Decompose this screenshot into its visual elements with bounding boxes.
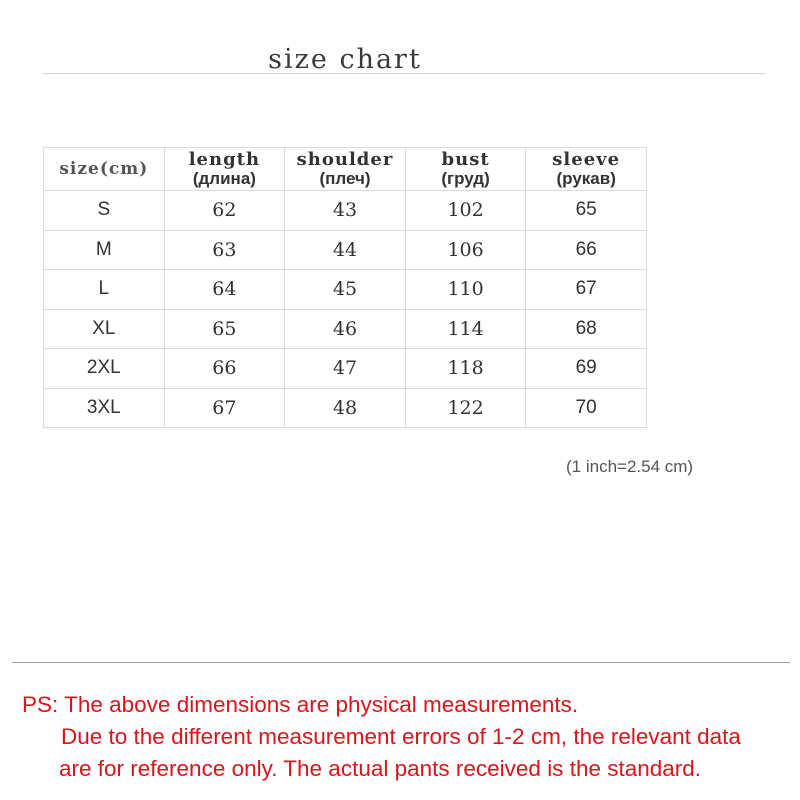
cell-size: L [44, 270, 165, 310]
page-title: size chart [268, 44, 422, 75]
table-row [44, 230, 647, 270]
cell-sleeve: 69 [526, 349, 647, 389]
header-length-label: length [188, 149, 261, 170]
cell-shoulder: 48 [285, 388, 406, 428]
table-row [44, 309, 647, 349]
header-bust-sub: (груд) [441, 169, 490, 188]
table-header [44, 148, 647, 191]
ps-line-3: are for reference only. The actual pants received is the standard. [59, 756, 702, 781]
title-divider [43, 73, 765, 74]
table-body [44, 191, 647, 428]
header-row [44, 148, 647, 191]
header-shoulder-sub: (плеч) [319, 169, 371, 188]
ps-line-1: PS: The above dimensions are physical measurements. [22, 692, 579, 717]
header-sleeve-sub: (рукав) [556, 169, 616, 188]
cell-size: 3XL [44, 388, 165, 428]
cell-length: 64 [164, 270, 285, 310]
header-bust-label: bust [441, 149, 490, 170]
cell-sleeve: 70 [526, 388, 647, 428]
cell-size: XL [44, 309, 165, 349]
header-sleeve-label: sleeve [552, 149, 621, 170]
cell-length: 65 [164, 309, 285, 349]
header-shoulder-label: shoulder [296, 149, 394, 170]
cell-length: 62 [164, 191, 285, 231]
cell-length: 67 [164, 388, 285, 428]
cell-shoulder: 45 [285, 270, 406, 310]
cell-size: S [44, 191, 165, 231]
header-size-label: size(cm) [59, 159, 149, 179]
header-size [44, 148, 165, 191]
table-row [44, 191, 647, 231]
table-row [44, 349, 647, 389]
cell-sleeve: 68 [526, 309, 647, 349]
cell-bust: 102 [405, 191, 526, 231]
cell-sleeve: 67 [526, 270, 647, 310]
table-row [44, 388, 647, 428]
cell-sleeve: 66 [526, 230, 647, 270]
ps-line-2: Due to the different measurement errors of 1-2 cm, the relevant data [61, 724, 741, 749]
cell-sleeve: 65 [526, 191, 647, 231]
cell-bust: 110 [405, 270, 526, 310]
cell-size: 2XL [44, 349, 165, 389]
header-length [164, 148, 285, 191]
cell-bust: 114 [405, 309, 526, 349]
cell-shoulder: 44 [285, 230, 406, 270]
cell-size: M [44, 230, 165, 270]
cell-shoulder: 43 [285, 191, 406, 231]
cell-bust: 122 [405, 388, 526, 428]
size-chart-table [43, 147, 647, 428]
table-row [44, 270, 647, 310]
cell-bust: 118 [405, 349, 526, 389]
ps-notice [22, 689, 792, 785]
cell-length: 66 [164, 349, 285, 389]
cell-bust: 106 [405, 230, 526, 270]
section-divider [12, 662, 790, 663]
header-bust [405, 148, 526, 191]
cell-length: 63 [164, 230, 285, 270]
cell-shoulder: 47 [285, 349, 406, 389]
header-length-sub: (длина) [192, 169, 256, 188]
cell-shoulder: 46 [285, 309, 406, 349]
unit-conversion-note: (1 inch=2.54 cm) [566, 457, 694, 476]
header-sleeve [526, 148, 647, 191]
header-shoulder [285, 148, 406, 191]
